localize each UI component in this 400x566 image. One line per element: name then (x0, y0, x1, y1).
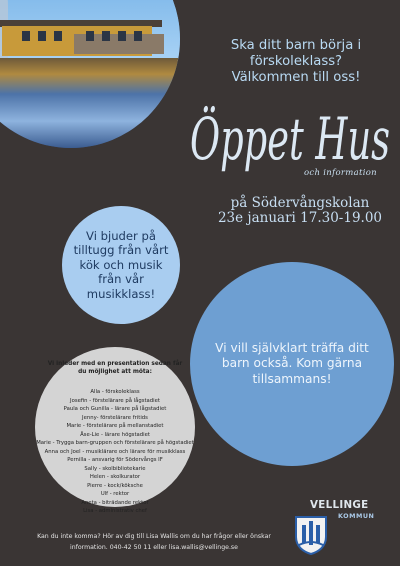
photo-window (134, 31, 142, 41)
venue-block (200, 196, 400, 226)
staff-bubble (35, 347, 195, 514)
title-subtitle: och information (304, 168, 377, 178)
school-photo (0, 0, 180, 148)
photo-window (102, 31, 110, 41)
staff-item: Marie - förstelärare på mellanstadiet (66, 423, 164, 429)
contact-footer (4, 532, 304, 553)
footer-line-2: information. 040-42 50 11 eller lisa.wallis@vellinge.se (70, 543, 238, 551)
title-text: Öppet Hus (190, 105, 390, 173)
intro-line-1: Ska ditt barn börja i (230, 38, 362, 53)
meet-child-bubble (190, 262, 394, 466)
venue-line-1: på Södervångskolan (230, 195, 370, 211)
staff-item: Lisa - administrativ chef (83, 508, 147, 514)
staff-list (35, 388, 195, 516)
refreshments-bubble (62, 206, 180, 324)
staff-item: Paula och Gunilla - lärare på lågstadiet (63, 406, 167, 412)
intro-line-3: Välkommen till oss! (231, 70, 361, 85)
venue-line-2: 23e januari 17.30-19.00 (217, 210, 383, 226)
intro-line-2: förskoleklass? (249, 54, 343, 69)
photo-window (22, 31, 30, 41)
vellinge-logo (310, 499, 375, 559)
photo-window (38, 31, 46, 41)
staff-item: Åse-Lie - lärare högstadiet (80, 431, 150, 438)
staff-item: Marie - Trygga barn-gruppen och förstelärare på högstadiet (36, 440, 194, 446)
staff-item: Pernilla - ansvarig för Södervångs IF (67, 457, 163, 463)
title-script (178, 103, 400, 173)
logo-kommun: KOMMUN (338, 512, 375, 520)
photo-window (118, 31, 126, 41)
staff-heading: Vi inleder med en presentation sedan får du möjlighet att möta: (47, 361, 183, 375)
meet-child-text: Vi vill självklart träffa ditt barn också. Kom gärna tillsammans! (215, 340, 369, 386)
photo-window (86, 31, 94, 41)
staff-item: Pierre - kock/köksche (87, 482, 143, 489)
intro-text (196, 38, 396, 86)
staff-item: Anna och Joel - musiklärare och lärare för musikklass (44, 448, 186, 455)
footer-line-1: Kan du inte komma? Hör av dig till Lisa Wallis om du har frågor eller önskar (37, 533, 271, 540)
staff-item: Alla - förskoleklass (90, 389, 140, 395)
logo-brand: VELLINGE (310, 499, 369, 511)
staff-item: Helen - skolkurator (89, 474, 141, 480)
photo-reflection (0, 58, 180, 148)
staff-item: Ulf - rektor (100, 491, 130, 497)
staff-item: Sally - skolbibliotekarie (84, 465, 146, 472)
staff-item: Aneta - biträdande rektor (81, 499, 149, 506)
staff-item: Jenny- förstelärare fritids (82, 414, 148, 421)
staff-item: Josefin - förstelärare på lågstadiet (70, 397, 160, 404)
refreshments-text: Vi bjuder på tilltugg från vårt kök och musik från vår musikklass! (73, 228, 169, 301)
photo-window (54, 31, 62, 41)
